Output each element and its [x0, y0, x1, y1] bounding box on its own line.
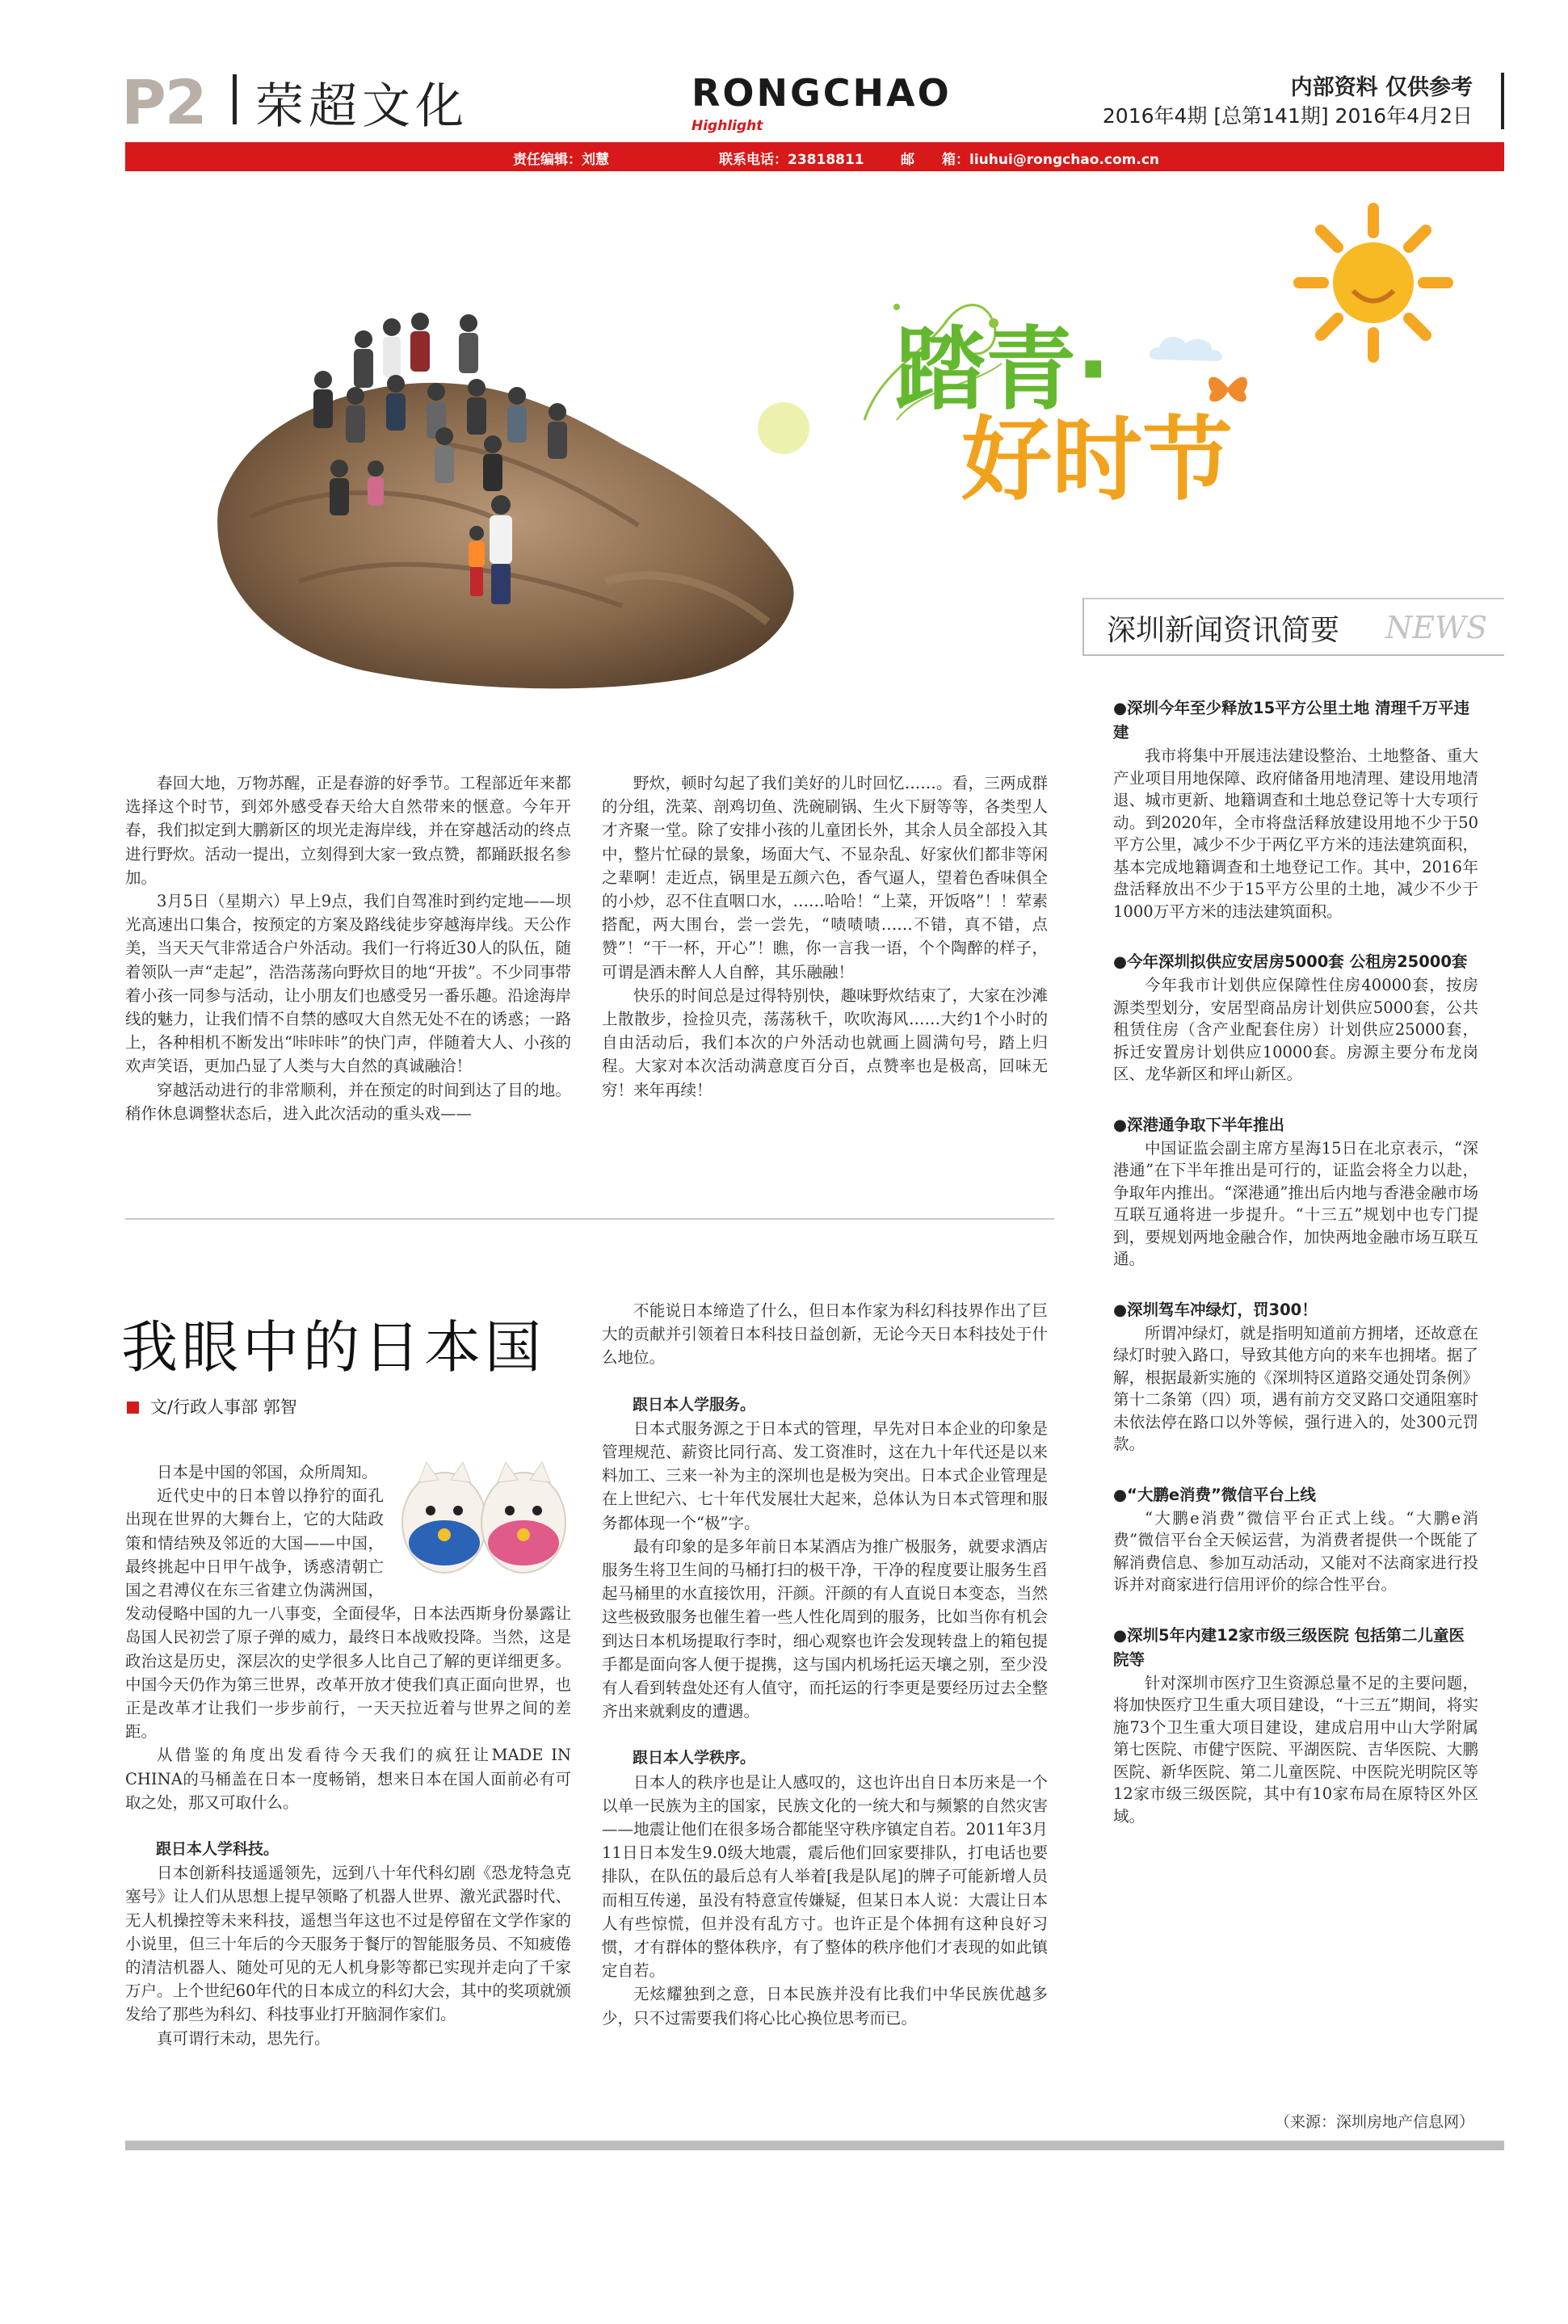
news-item: [1113, 1483, 1478, 1596]
paragraph: 近代史中的日本曾以挣狞的面孔出现在世界的大舞台上，它的大陆政策和情结殃及邻近的大国——中国，最终挑起中日甲午战争，诱惑清朝亡国之君溥仪在东三省建立伪满洲国，发动侵略中国的九一八事变，全面侵华，日本法西斯身份暴露让岛国人民初尝了原子弹的威力，最终日本战败投降。当然，这是政治这是历史，深层次的史学很多人比自己了解的更详细更多。中国今天仍作为第三世界，改革开放才使我们真正面向世界，也正是改革才让我们一步步前行，一天天拉近着与世界之间的差距。: [125, 1486, 571, 1742]
editor-label: 责任编辑：刘慧: [513, 152, 609, 168]
news-item: [1113, 950, 1478, 1086]
section-divider: [233, 74, 237, 124]
paragraph: 日本人的秩序也是让人感叹的，这也许出自日本历来是一个以单一民族为主的国家，民族文化的一统大和与频繁的自然灾害——地震让他们在很多场合都能坚守秩序镇定自若。2011年3月11日日本发生9.0级大地震，震后他们回家要排队，打电话也要排队，在队伍的最后总有人举着[我是队尾]的牌子可能新增人员而相互传递，虽没有特意宣传嫌疑，但某日本人说：大震让日本人有些惊慌，但并没有乱方寸。也许正是个体拥有这种良好习惯，才有群体的整体秩序，有了整体的秩序他们才表现的如此镇定自若。: [602, 1772, 1048, 1981]
news-item-title: ●“大鹏e消费”微信平台上线: [1113, 1485, 1316, 1504]
news-heading: 深圳新闻资讯简要: [1107, 614, 1340, 647]
paragraph: 日本是中国的邻国，众所周知。: [157, 1463, 378, 1481]
phone-label: 联系电话：23818811: [719, 152, 864, 168]
internal-notice: 内部资料 仅供参考: [1290, 75, 1473, 100]
news-item: [1113, 696, 1478, 922]
news-item-body: “大鹏e消费”微信平台正式上线。“大鹏e消费”微信平台全天候运营，为消费者提供一个既能了解消费信息、参加互动活动，又能对不法商家进行投诉并对商家进行信用评价的综合性平台。: [1113, 1508, 1478, 1594]
news-item-body: 针对深圳市医疗卫生资源总量不足的主要问题，将加快医疗卫生重大项目建设，“十三五”期间，将实施73个卫生重大项目建设，建成启用中山大学附属第七医院、市健宁医院、平湖医院、吉华医院、大鹏医院、新华医院、第二儿童医院、中医院光明院区等12家市级三级医院，其中有10家布局在原特区外区域。: [1113, 1673, 1478, 1826]
subheading: 跟日本人学科技。: [156, 1840, 280, 1859]
sun-icon: [1293, 202, 1454, 364]
outing-article-left: [125, 771, 571, 1125]
news-item-body: 今年我市计划供应保障性住房40000套，按房源类型划分，安居型商品房计划供应5000套，公共租赁住房（含产业配套住房）计划供应25000套，拆迁安置房计划供应10000套。房源主要分布龙岗区、龙华新区和坪山新区。: [1113, 976, 1478, 1083]
byline-text: 文/行政人事部 郭智: [150, 1397, 297, 1417]
news-item-title: ●深圳驾车冲绿灯，罚300！: [1113, 1300, 1318, 1319]
group-photo-illustration: [202, 242, 848, 695]
header-rule: [1501, 73, 1504, 129]
news-item: [1113, 1298, 1478, 1456]
butterfly-icon: [1204, 368, 1252, 408]
news-item-body: 我市将集中开展违法建设整治、土地整备、重大产业项目用地保障、政府储备用地清理、建设用地清退、城市更新、地籍调查和土地总登记等十大专项行动。到2020年，全市将盘活释放建设用地不少于50平方公里，减少不少于两亿平方米的违法建筑面积，基本完成地籍调查和土地登记工作。其中，2016年盘活释放出不少于15平方公里的土地，减少不少于1000万平方米的违法建筑面积。: [1113, 746, 1478, 921]
paragraph: 无炫耀独到之意，日本民族并没有比我们中华民族优越多少，只不过需要我们将心比心换位思考而已。: [602, 1985, 1048, 2028]
japan-article-left: [125, 1460, 571, 2050]
news-source: （来源：深圳房地产信息网）: [1275, 2113, 1475, 2131]
article-divider: [125, 1218, 1054, 1220]
byline-marker: [127, 1402, 139, 1414]
japan-article-title: 我眼中的日本国: [121, 1314, 545, 1381]
paragraph: 日本创新科技遥遥领先，远到八十年代科幻剧《恐龙特急克塞号》让人们从思想上提早领略了机器人世界、激光武器时代、无人机操控等未来科技，遥想当年这也不过是停留在文学作家的小说里，但三十年后的今天服务于餐厅的智能服务员、不知疲倦的清洁机器人、随处可见的无人机身影等都已实现并走向了千家万户。上个世纪60年代的日本成立的科幻大会，其中的奖项就颁发给了那些为科幻、科技事业打开脑洞作家们。: [125, 1864, 571, 2024]
japan-article-right: [602, 1299, 1048, 2030]
news-item: [1113, 1624, 1478, 1828]
issue-info: 2016年4期 [总第141期] 2016年4月2日: [1102, 104, 1473, 128]
brand-subtitle: Highlight: [692, 118, 763, 134]
paragraph: 3月5日（星期六）早上9点，我们自驾准时到约定地——坝光高速出口集合，按预定的方案及路线徒步穿越海岸线。天公作美，当天天气非常适合户外活动。我们一行将近30人的队伍，随着领队一声“走起”，浩浩荡荡向野炊目的地“开拔”。不少同事带着小孩一同参与活动，让小朋友们也感受另一番乐趣。沿途海岸线的魅力，让我们情不自禁的感叹大自然无处不在的诱惑；一路上，各种相机不断发出“咔咔咔”的快门声，伴随着大人、小孩的欢声笑语，更加凸显了人类与大自然的真诚融洽！: [125, 892, 571, 1076]
outing-article-right: [602, 771, 1048, 1102]
headline-line-1: 踏青·: [895, 317, 1111, 422]
paragraph: 日本式服务源之于日本式的管理，早先对日本企业的印象是管理规范、薪资比同行高、发工资准时，这在九十年代还是以来料加工、三来一补为主的深圳也是极为突出。日本式企业管理是在上世纪六、七十年代发展壮大起来，总体认为日本式管理和服务都体现一个“极”字。: [602, 1418, 1048, 1532]
news-item-body: 中国证监会副主席方星海15日在北京表示，“深港通”在下半年推出是可行的，证监会将全力以赴，争取年内推出。“深港通”推出后内地与香港金融市场互联互通将进一步提升。“十三五”规划中也专门提到，要规划两地金融合作，加快两地金融市场互联互通。: [1113, 1138, 1478, 1268]
footer-rule: [125, 2141, 1504, 2150]
news-item-title: ●深圳5年内建12家市级三级医院 包括第二儿童医院等: [1113, 1625, 1465, 1669]
paragraph: 野炊，顿时勾起了我们美好的儿时回忆……。看，三两成群的分组，洗菜、剖鸡切鱼、洗碗刷锅、生火下厨等等，各类型人才齐聚一堂。除了安排小孩的儿童团长外，其余人员全部投入其中，整片忙碌的景象，场面大气、不显杂乱、好家伙们都非等闲之辈啊！走近点，锅里是五颜六色，香气逼人，望着色香味俱全的小炒，忍不住直咽口水，……哈哈！“上菜，开饭咯”！！荤素搭配，两大围台，尝一尝先，“啧啧啧……不错，真不错，点赞”！“干一杯，开心”！瞧，你一言我一语，个个陶醉的样子，可谓是酒未醉人人自醉，其乐融融！: [602, 774, 1048, 981]
paragraph: 真可谓行未动，思先行。: [157, 2028, 330, 2048]
brand-logo: RONGCHAO: [692, 71, 952, 115]
subheading: 跟日本人学服务。: [633, 1395, 756, 1414]
paragraph: 穿越活动进行的非常顺利，并在预定的时间到达了目的地。稍作休息调整状态后，进入此次活动的重头戏——: [125, 1080, 571, 1123]
email-label: 邮 箱：liuhui@rongchao.com.cn: [901, 152, 1160, 168]
japan-article-byline: [127, 1394, 297, 1418]
news-item: [1113, 1113, 1478, 1271]
page-number: P2: [121, 66, 206, 138]
news-item-body: 所谓冲绿灯，就是指明知道前方拥堵，还故意在绿灯时驶入路口，导致其他方向的来车也拥堵。据了解，根据最新实施的《深圳特区道路交通处罚条例》第十二条第（四）项，遇有前方交叉路口交通阻塞时未依法停在路口以外等候，强行进入的，处300元罚款。: [1113, 1323, 1478, 1453]
subheading: 跟日本人学秩序。: [633, 1749, 756, 1767]
paragraph: 快乐的时间总是过得特别快，趣味野炊结束了，大家在沙滩上散散步，捡捡贝壳，荡荡秋千，吹吹海风……大约1个小时的自由活动后，我们本次的户外活动也就画上圆满句号，踏上归程。大家对本次活动满意度百分百，点赞率也是极高，回味无穷！来年再续！: [602, 985, 1048, 1099]
news-heading-en: NEWS: [1385, 610, 1488, 645]
headline-line-2: 好时节: [961, 408, 1233, 513]
news-item-title: ●深港通争取下半年推出: [1113, 1115, 1285, 1134]
section-title: 荣超文化: [255, 78, 469, 135]
paragraph: 不能说日本缔造了什么，但日本作家为科幻科技界作出了巨大的贡献并引领着日本科技日益创新，无论今天日本科技处于什么地位。: [602, 1301, 1048, 1368]
news-column: [1113, 696, 1478, 1855]
news-item-title: ●深圳今年至少释放15平方公里土地 清理千万平违建: [1113, 699, 1469, 742]
paragraph: 最有印象的是多年前日本某酒店为推广极服务，就要求酒店服务生将卫生间的马桶打扫的极干净，干净的程度要让服务生舀起马桶里的水直接饮用，汗颜。汗颜的有人直说日本变态，当然这些极致服务也催生着一些人性化周到的服务，比如当你有机会到达日本机场提取行李时，细心观察也许会发现转盘上的箱包提手都是面向客人便于提携，这与国内机场托运天壤之别，至少没有人看到转盘处还有人值守，而托运的行李更是要经历过去全整齐出来就剩皮的遭遇。: [602, 1536, 1048, 1721]
paragraph: 春回大地，万物苏醒，正是春游的好季节。工程部近年来都选择这个时节，到郊外感受春天给大自然带来的惬意。今年开春，我们拟定到大鹏新区的坝光走海岸线，并在穿越活动的终点进行野炊。活动一提出，立刻得到大家一致点赞，都踊跃报名参加。: [125, 774, 571, 887]
news-item-title: ●今年深圳拟供应安居房5000套 公租房25000套: [1113, 952, 1468, 971]
paragraph: 从借鉴的角度出发看待今天我们的疯狂让MADE IN CHINA的马桶盖在日本一度畅销，想来日本在国人面前必有可取之处，那又可取什么。: [125, 1746, 571, 1812]
masthead-bar: [125, 142, 1504, 171]
